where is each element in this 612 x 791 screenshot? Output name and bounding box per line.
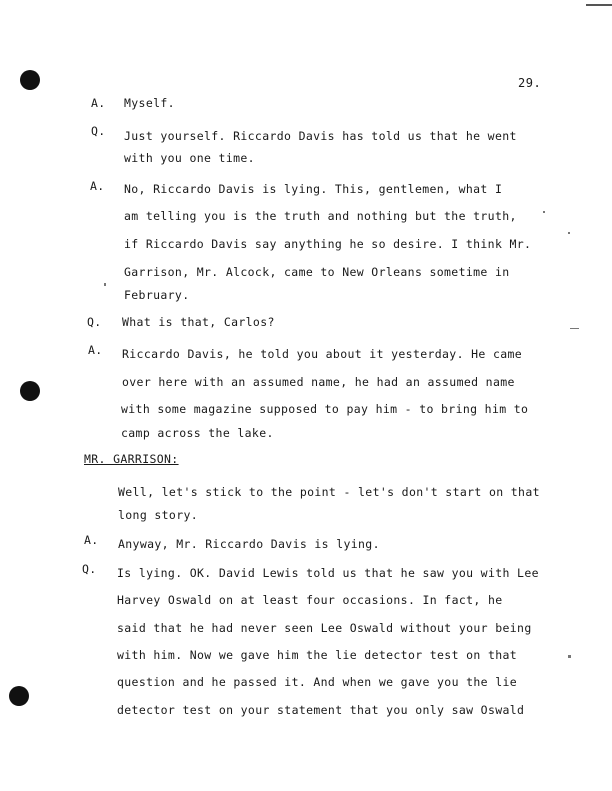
transcript-line: over here with an assumed name, he had an assumed name bbox=[122, 375, 515, 389]
transcript-line: with some magazine supposed to pay him - to bring him to bbox=[121, 402, 529, 416]
line-label: Q. bbox=[91, 124, 106, 138]
line-label: A. bbox=[91, 96, 106, 110]
transcript-line: Just yourself. Riccardo Davis has told us that he went bbox=[124, 129, 517, 143]
transcript-line: question and he passed it. And when we gave you the lie bbox=[117, 675, 518, 689]
line-label: Q. bbox=[87, 315, 102, 329]
line-label: A. bbox=[84, 533, 99, 547]
transcript-line: if Riccardo Davis say anything he so desire. I think Mr. bbox=[124, 237, 532, 251]
transcript-line: Anyway, Mr. Riccardo Davis is lying. bbox=[118, 537, 380, 551]
punch-hole-middle bbox=[20, 381, 40, 401]
corner-scan-mark bbox=[586, 4, 612, 6]
scan-speck bbox=[104, 283, 106, 286]
scan-speck bbox=[568, 232, 570, 234]
transcript-line: Harvey Oswald on at least four occasions. In fact, he bbox=[117, 593, 503, 607]
transcript-line: Well, let's stick to the point - let's don't start on that bbox=[118, 485, 540, 499]
transcript-line: What is that, Carlos? bbox=[122, 315, 275, 329]
transcript-line: detector test on your statement that you only saw Oswald bbox=[117, 703, 525, 717]
page-number: 29. bbox=[518, 76, 542, 90]
transcript-line: Myself. bbox=[124, 96, 175, 110]
speaker-heading: MR. GARRISON: bbox=[84, 452, 179, 466]
transcript-line: No, Riccardo Davis is lying. This, gentlemen, what I bbox=[124, 182, 503, 196]
transcript-line: Is lying. OK. David Lewis told us that he saw you with Lee bbox=[117, 566, 539, 580]
transcript-line: Garrison, Mr. Alcock, came to New Orleans sometime in bbox=[124, 265, 510, 279]
punch-hole-bottom bbox=[9, 686, 29, 706]
scan-speck bbox=[570, 328, 579, 329]
transcript-line: Riccardo Davis, he told you about it yesterday. He came bbox=[122, 347, 523, 361]
line-label: A. bbox=[90, 179, 105, 193]
punch-hole-top bbox=[20, 70, 40, 90]
line-label: Q. bbox=[82, 562, 97, 576]
line-label: A. bbox=[88, 343, 103, 357]
scan-speck bbox=[568, 655, 571, 658]
transcript-line: with you one time. bbox=[124, 151, 255, 165]
transcript-line: long story. bbox=[118, 508, 199, 522]
transcript-line: said that he had never seen Lee Oswald without your being bbox=[117, 621, 532, 635]
transcript-line: camp across the lake. bbox=[121, 426, 274, 440]
scan-speck bbox=[543, 211, 545, 213]
transcript-line: February. bbox=[124, 288, 190, 302]
transcript-line: with him. Now we gave him the lie detector test on that bbox=[117, 648, 518, 662]
transcript-line: am telling you is the truth and nothing but the truth, bbox=[124, 209, 517, 223]
